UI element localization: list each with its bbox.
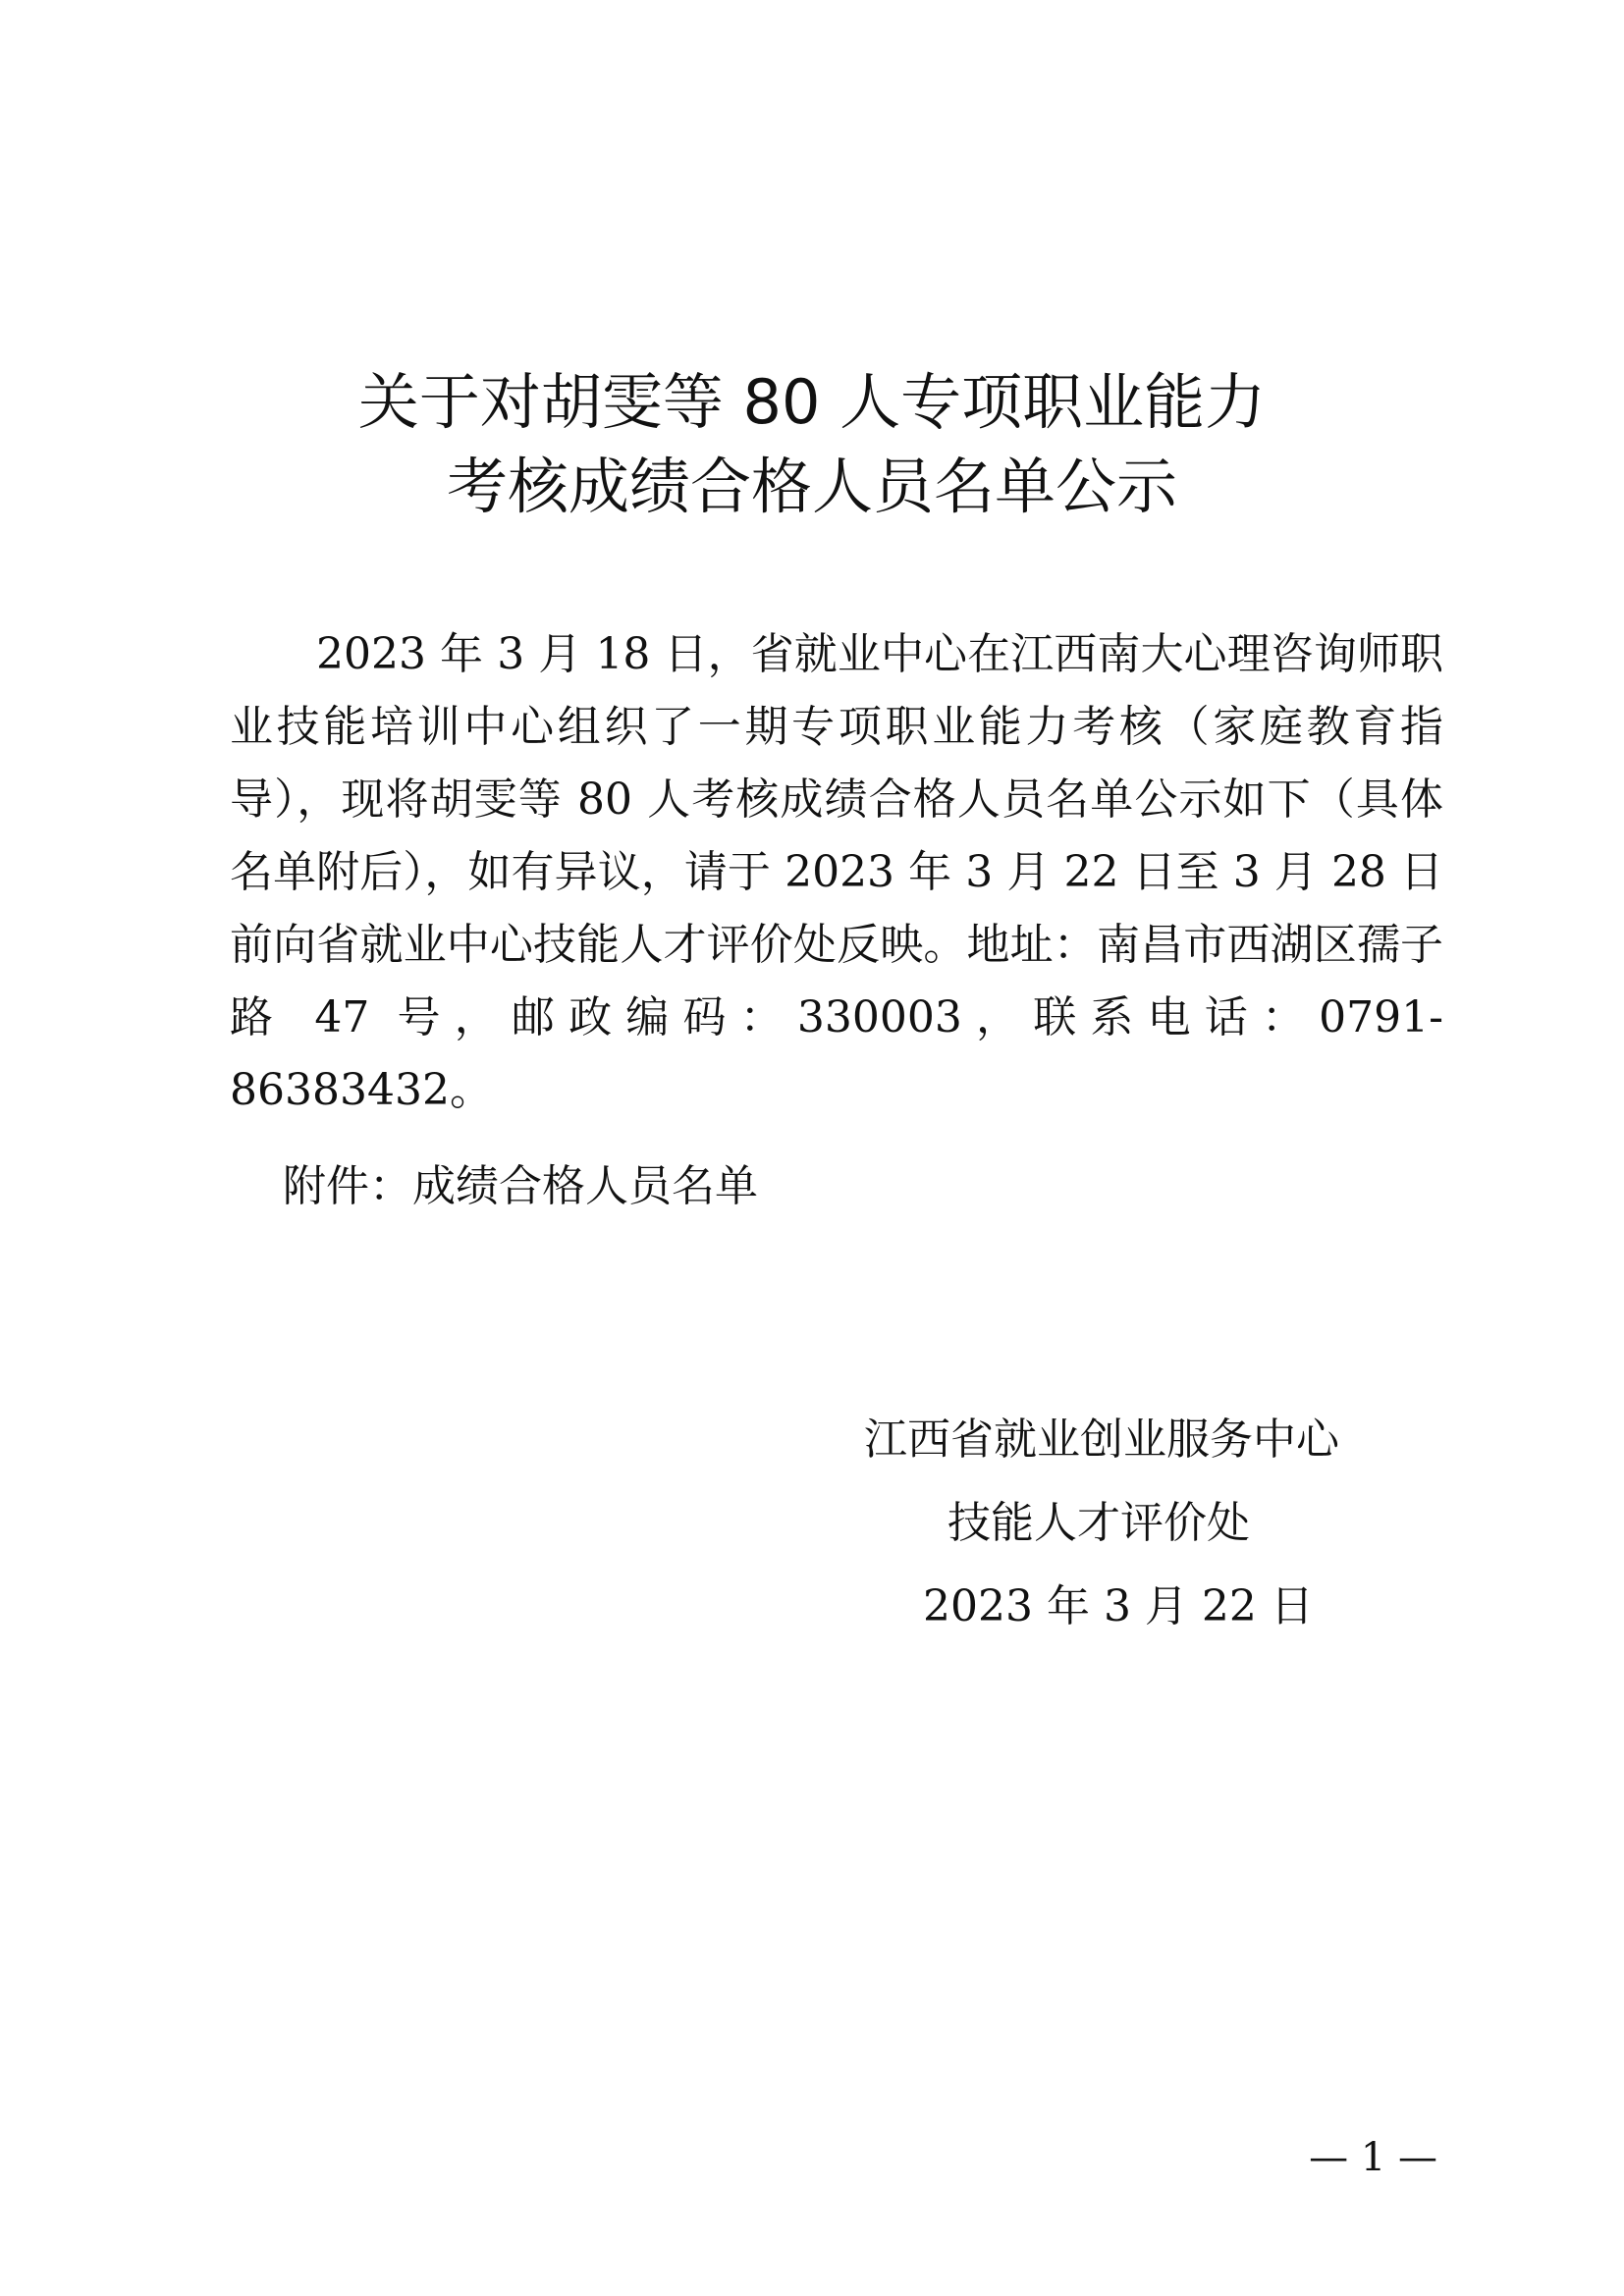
signature-organization: 江西省就业创业服务中心 — [864, 1415, 1339, 1465]
announcement-paragraph: 2023 年 3 月 18 日，省就业中心在江西南大心理咨询师职业技能培训中心组织了一期专项职业能力考核（家庭教育指导），现将胡雯等 80 人考核成绩合格人员名单公示如下（具体名单附后），如有异议，请于 2023 年 3 月 22 日至 3 月 28 日前向省就业中心技能人才评价处反映。地址：南昌市西湖区孺子路 47 号，邮政编码：330003，联系电话：0791-86383432。 — [230, 629, 1443, 1115]
document-title-line-1: 关于对胡雯等 80 人专项职业能力 — [357, 366, 1267, 438]
document-title-line-2: 考核成绩合格人员名单公示 — [446, 451, 1177, 522]
signature-date: 2023 年 3 月 22 日 — [923, 1581, 1314, 1631]
attachment-line: 附件：成绩合格人员名单 — [283, 1161, 758, 1211]
page-number: — 1 — — [1309, 2135, 1437, 2180]
signature-department: 技能人才评价处 — [947, 1498, 1250, 1548]
